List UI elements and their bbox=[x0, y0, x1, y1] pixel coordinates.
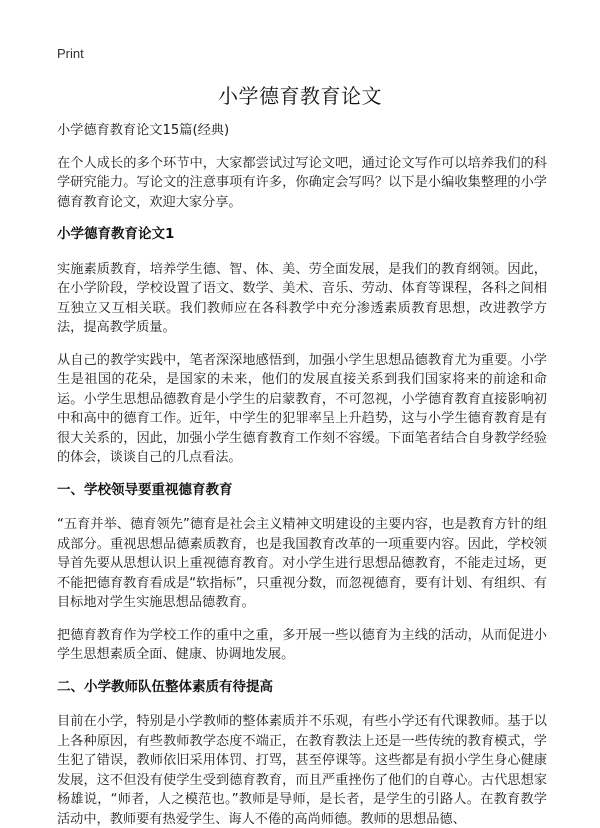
subheading-teacher-quality: 二、小学教师队伍整体素质有待提高 bbox=[57, 678, 273, 695]
section1-paragraph-2: 从自己的教学实践中，笔者深深地感悟到，加强小学生思想品德教育尤为重要。小学生是祖国的花朵，是国家的未来，他们的发展直接关系到我们国家将来的前途和命运。小学生思想品德教育是小学生的启蒙教育，不可忽视，小学德育教育直接影响初中和高中的德育工作。近年，中学生的犯罪率呈上升趋势，这与小学生德育教育是有很大关系的，因此，加强小学生德育教育工作刻不容缓。下面笔者结合自身教学经验的体会，谈谈自己的几点看法。 bbox=[57, 352, 547, 465]
teacher-quality-paragraph-1: 目前在小学，特别是小学教师的整体素质并不乐观，有些小学还有代课教师。基于以上各种原因，有些教师教学态度不端正，在教育教法上还是一些传统的教育模式，学生犯了错误，教师依旧采用体罚、打骂，甚至停课等。这些都是有损小学生身心健康发展，这不但没有使学生受到德育教育，而且严重挫伤了他们的自尊心。古代思想家杨雄说，“师者，人之模范也。”教师是导师，是长者，是学生的引路人。在教育教学活动中，教师要有热爱学生、诲人不倦的高尚师德。教师的思想品德、 bbox=[57, 714, 547, 827]
page-title: 小学德育教育论文 bbox=[218, 84, 382, 108]
section1-paragraph-1: 实施素质教育，培养学生德、智、体、美、劳全面发展，是我们的教育纲领。因此，在小学阶段，学校设置了语文、数学、美术、音乐、劳动、体育等课程，各科之间相互独立又互相关联。我们教师应在各科教学中充分渗透素质教育思想，改进教学方法，提高教学质量。 bbox=[57, 261, 547, 335]
print-link[interactable]: Print bbox=[57, 46, 84, 61]
article-body bbox=[57, 121, 547, 828]
article-subtitle: 小学德育教育论文15篇(经典) bbox=[57, 123, 230, 138]
intro-paragraph: 在个人成长的多个环节中，大家都尝试过写论文吧，通过论文写作可以培养我们的科学研究能力。写论文的注意事项有许多，你确定会写吗？以下是小编收集整理的小学德育教育论文，欢迎大家分享。 bbox=[57, 155, 547, 210]
section-heading-1: 小学德育教育论文1 bbox=[57, 226, 175, 242]
subheading-school-leadership: 一、学校领导要重视德育教育 bbox=[57, 481, 233, 498]
leadership-paragraph-2: 把德育教育作为学校工作的重中之重，多开展一些以德育为主线的活动，从而促进小学生思想素质全面、健康、协调地发展。 bbox=[57, 627, 547, 662]
leadership-paragraph-1: “五育并举、德育领先”德育是社会主义精神文明建设的主要内容，也是教育方针的组成部分。重视思想品德素质教育，也是我国教育改革的一项重要内容。因此，学校领导首先要从思想认识上重视德育教育。对小学生进行思想品德教育，不能走过场，更不能把德育教育看成是“软指标”，只重视分数，而忽视德育，要有计划、有组织、有目标地对学生实施思想品德教育。 bbox=[57, 517, 547, 610]
